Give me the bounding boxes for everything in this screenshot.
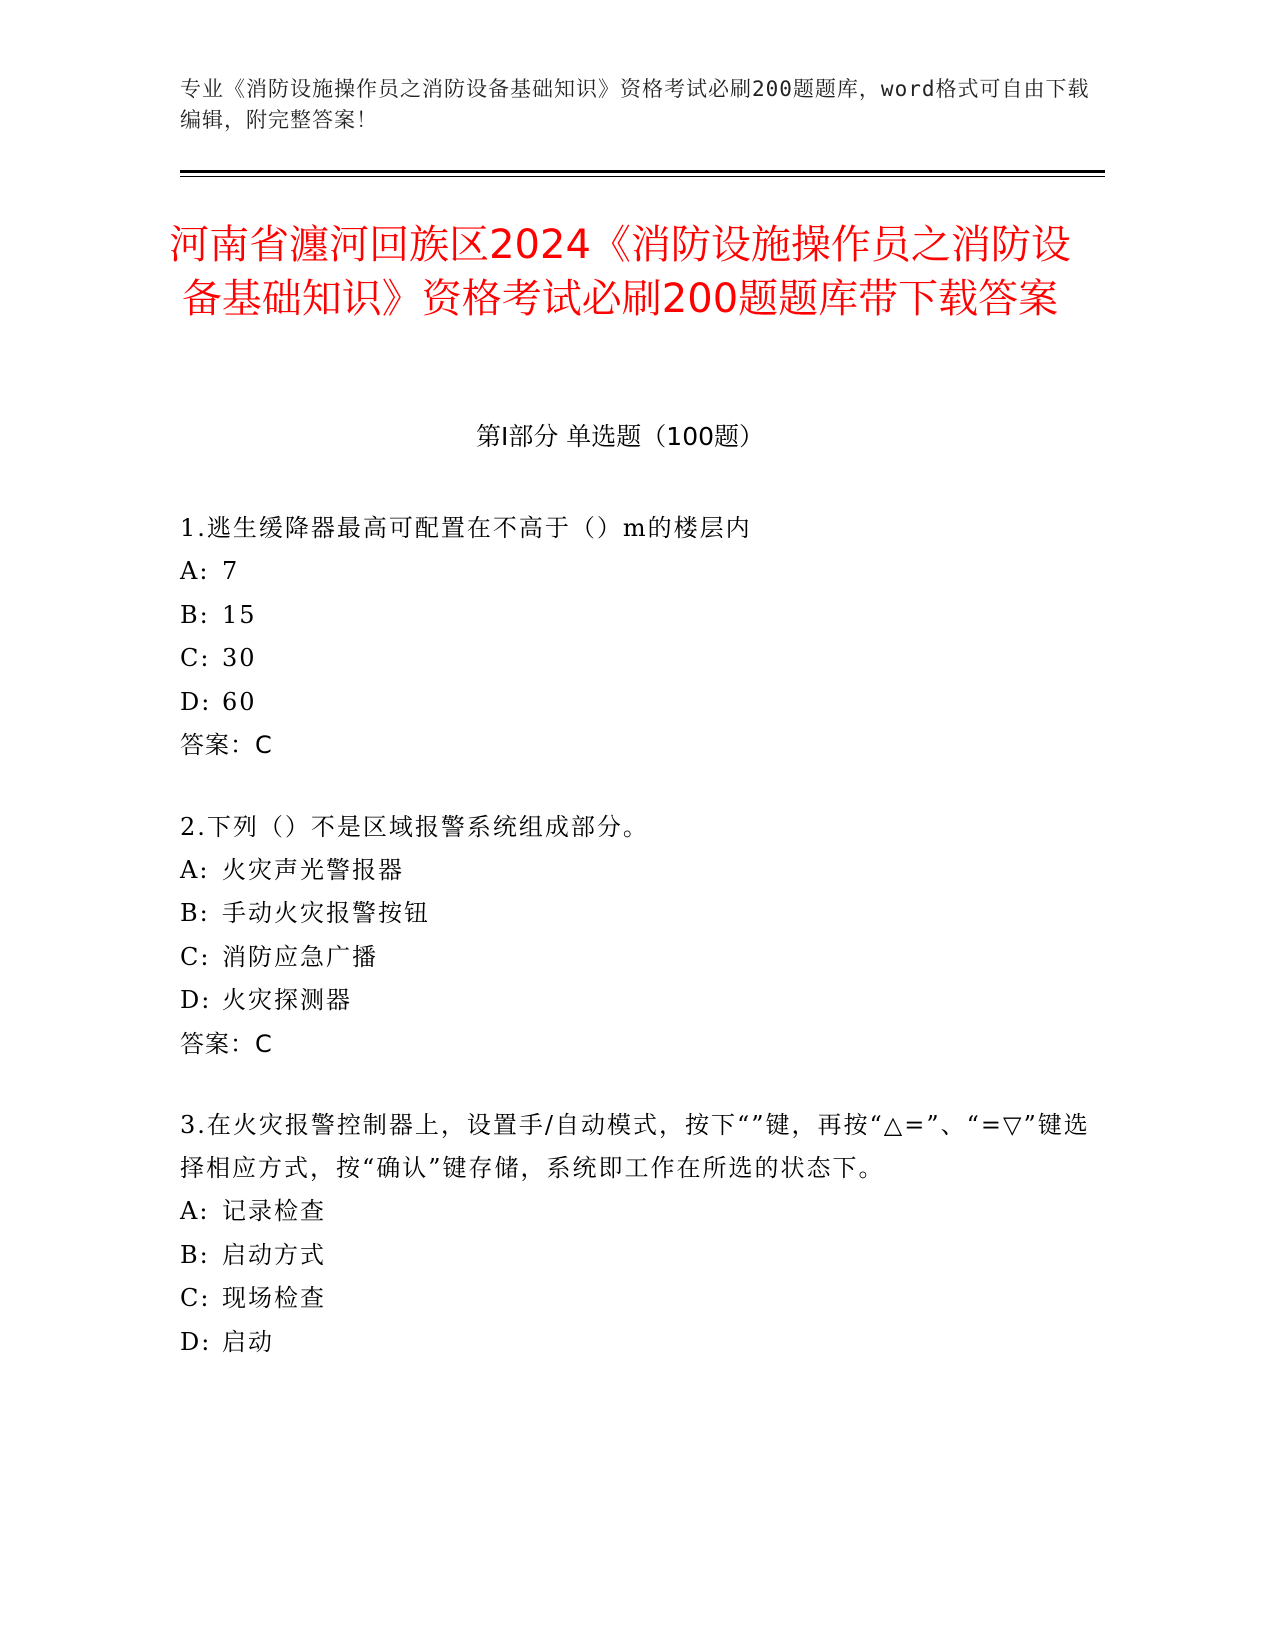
section-title: 第Ⅰ部分 单选题（100题）: [475, 422, 765, 451]
question-2: [180, 806, 1110, 1067]
option-letter: D:: [180, 986, 212, 1014]
option-b: [180, 892, 1110, 936]
option-text: 30: [222, 644, 257, 672]
option-letter: B:: [180, 899, 210, 927]
option-d: [180, 1321, 1110, 1365]
question-stem: 3.在火灾报警控制器上，设置手/自动模式，按下“”键，再按“△=”、“=▽”键选择相应方式，按“确认”键存储，系统即工作在所选的状态下。: [180, 1111, 1090, 1182]
option-letter: A:: [180, 855, 210, 884]
question-1: [180, 507, 1110, 768]
question-list: [180, 507, 1110, 1402]
option-letter: A:: [180, 557, 210, 585]
option-text: 记录检查: [222, 1197, 326, 1225]
option-c: [180, 1277, 1110, 1321]
question-stem: 2.下列（）不是区域报警系统组成部分。: [180, 812, 649, 841]
page-header: [180, 74, 1100, 136]
option-c: [180, 637, 1110, 681]
option-letter: A:: [180, 1197, 210, 1225]
document-title: 河南省瀍河回族区2024《消防设施操作员之消防设备基础知识》资格考试必刷200题题库带下载答案: [169, 222, 1071, 322]
question-3: [180, 1104, 1110, 1364]
option-text: 7: [222, 557, 240, 585]
option-b: [180, 1234, 1110, 1278]
option-letter: B:: [180, 600, 210, 629]
option-d: [180, 681, 1110, 725]
option-text: 60: [222, 687, 257, 716]
question-stem: 1.逃生缓降器最高可配置在不高于（）m的楼层内: [180, 514, 752, 542]
option-a: [180, 849, 1110, 893]
option-text: 火灾探测器: [222, 986, 352, 1014]
option-b: [180, 594, 1110, 638]
option-text: 手动火灾报警按钮: [222, 899, 430, 927]
option-a: [180, 550, 1110, 594]
option-text: 启动方式: [222, 1240, 326, 1269]
header-text: 专业《消防设施操作员之消防设备基础知识》资格考试必刷200题题库，word格式可自由下载编辑，附完整答案！: [180, 77, 1090, 132]
option-text: 火灾声光警报器: [222, 855, 404, 884]
option-text: 现场检查: [222, 1284, 326, 1312]
answer: 答案：C: [180, 731, 273, 759]
option-text: 启动: [222, 1327, 274, 1356]
option-letter: C:: [180, 1284, 211, 1312]
option-d: [180, 979, 1110, 1023]
option-letter: D:: [180, 687, 212, 716]
option-text: 消防应急广播: [222, 942, 378, 971]
answer: 答案：C: [180, 1029, 273, 1058]
option-a: [180, 1190, 1110, 1234]
header-divider-thin: [180, 176, 1105, 177]
option-letter: B:: [180, 1240, 210, 1269]
option-c: [180, 936, 1110, 980]
option-letter: C:: [180, 942, 211, 971]
header-divider-thick: [180, 170, 1105, 173]
option-text: 15: [222, 600, 257, 629]
option-letter: D:: [180, 1327, 212, 1356]
option-letter: C:: [180, 644, 211, 672]
